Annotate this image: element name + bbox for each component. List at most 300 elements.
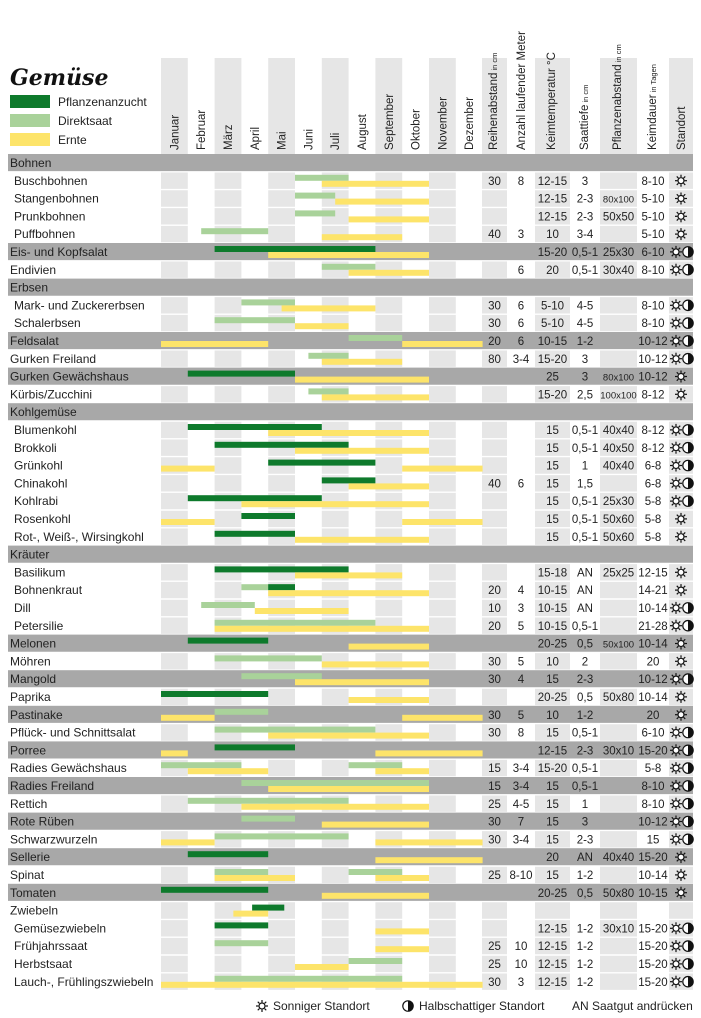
row-value-6: 8-12 <box>641 425 665 437</box>
row-value-1: 25 <box>488 870 501 882</box>
row-value-2: 5 <box>517 709 525 722</box>
row-value-1: 30 <box>488 318 501 331</box>
bar-ernte <box>349 644 429 650</box>
row-value-6: 10-12 <box>638 353 668 366</box>
row-value-5: 50x60 <box>602 531 635 544</box>
sun-core <box>673 801 679 807</box>
bar-ernte <box>268 786 429 792</box>
row-value-1: 30 <box>488 709 501 722</box>
sun-core <box>673 498 679 504</box>
row-name: Möhren <box>10 654 51 669</box>
row-value-6: 15-20 <box>638 959 668 971</box>
row-value-1: 15 <box>488 763 501 776</box>
sun-icon <box>670 976 682 988</box>
row-value-1: 40 <box>488 478 501 491</box>
row-value-3: 15 <box>546 425 559 437</box>
row-value-1: 30 <box>488 175 501 188</box>
sun-core <box>678 196 684 202</box>
row-value-3: 12-15 <box>537 941 568 954</box>
sun-icon <box>670 477 682 489</box>
row-value-1: 20 <box>488 585 501 598</box>
row-value-3: 12-15 <box>537 193 568 206</box>
row-value-3: 15 <box>546 816 559 829</box>
sun-icon <box>675 175 687 187</box>
legend-swatch-direkt <box>10 114 50 127</box>
legend-swatch-ernte <box>10 133 50 146</box>
row-value-4: 1 <box>581 798 589 811</box>
table-row <box>8 726 693 742</box>
column-header-7 <box>676 106 688 150</box>
row-value-4: 4-5 <box>576 318 594 331</box>
legend-label-anzucht: Pflanzenanzucht <box>58 95 147 109</box>
row-value-3: 12-15 <box>537 745 568 758</box>
half-shade-icon <box>683 799 693 809</box>
row-value-6: 10-14 <box>638 603 668 615</box>
row-value-1: 25 <box>488 941 501 954</box>
sun-ray <box>258 1009 260 1011</box>
row-value-3: 10-15 <box>537 336 568 348</box>
row-value-3: 15-18 <box>537 567 568 580</box>
row-value-6: 5-8 <box>644 531 662 544</box>
table-row <box>8 957 693 973</box>
sun-core <box>673 961 679 967</box>
row-value-1: 30 <box>488 816 501 829</box>
row-name: Bohnenkraut <box>14 583 83 598</box>
bar-ernte <box>375 875 429 881</box>
table-row <box>8 441 693 457</box>
row-name: Mangold <box>10 672 57 687</box>
bar-ernte <box>335 199 429 205</box>
row-value-3: 15 <box>546 781 559 793</box>
table-row <box>8 154 693 172</box>
row-value-2: 8 <box>517 175 525 188</box>
row-name: Kürbis/Zucchini <box>10 387 93 402</box>
sun-core <box>673 783 679 789</box>
bar-ernte <box>268 430 429 436</box>
half-shade-icon <box>683 478 693 488</box>
half-shade-icon <box>683 460 693 470</box>
column-header-label: Keimdauer <box>647 94 659 150</box>
sun-core <box>673 249 679 255</box>
bar-direkt <box>322 264 376 270</box>
row-value-4: 1-2 <box>576 976 594 989</box>
row-value-6: 5-8 <box>644 763 662 776</box>
row-value-6: 10-12 <box>638 371 668 384</box>
bar-anzucht <box>215 246 376 252</box>
row-value-4: 0,5-1 <box>571 763 599 776</box>
sun-core <box>673 943 679 949</box>
bar-ernte <box>375 839 482 845</box>
bar-direkt <box>349 869 403 875</box>
bar-direkt <box>215 655 322 661</box>
bar-direkt <box>241 780 429 786</box>
row-value-1: 30 <box>488 727 501 740</box>
row-value-1: 30 <box>488 656 501 669</box>
sun-icon <box>670 922 682 934</box>
row-value-4: 2-3 <box>576 834 594 847</box>
sun-icon <box>670 816 682 828</box>
half-shade-icon <box>683 781 693 791</box>
sun-icon <box>675 566 687 578</box>
row-value-3: 12-15 <box>537 175 568 188</box>
row-value-4: 3 <box>581 371 589 384</box>
row-value-3: 5-10 <box>540 318 565 331</box>
sun-core <box>678 391 684 397</box>
row-value-6: 5-8 <box>644 514 662 526</box>
row-value-6: 5-8 <box>644 496 662 509</box>
row-value-6: 15-20 <box>638 852 668 865</box>
table-row <box>8 403 693 421</box>
table-row <box>8 174 693 190</box>
sun-core <box>678 516 684 522</box>
row-name: Mark- und Zuckererbsen <box>14 298 145 313</box>
row-value-1: 20 <box>488 336 501 348</box>
sun-core <box>673 480 679 486</box>
bar-ernte <box>295 964 349 970</box>
row-name: Stangenbohnen <box>14 191 99 206</box>
column-header-label: Pflanzenabstand <box>612 64 624 150</box>
row-value-6: 15-20 <box>638 976 668 989</box>
row-value-3: 25 <box>546 371 559 384</box>
table-row <box>8 601 693 617</box>
table-row <box>8 904 693 920</box>
row-value-6: 20 <box>646 709 660 722</box>
row-value-3: 15-20 <box>537 353 568 366</box>
sun-core <box>678 534 684 540</box>
row-value-6: 6-8 <box>644 460 662 473</box>
sun-icon <box>670 442 682 454</box>
column-header-5 <box>612 44 624 150</box>
row-value-2: 10 <box>514 941 528 954</box>
bar-direkt <box>308 388 348 394</box>
bar-ernte <box>349 697 429 703</box>
bar-direkt <box>215 709 269 715</box>
sun-core <box>673 302 679 308</box>
row-value-5: 50x80 <box>602 692 635 704</box>
row-name: Chinakohl <box>14 476 68 491</box>
bar-ernte <box>349 483 429 489</box>
row-value-6: 8-12 <box>641 442 665 455</box>
bar-ernte <box>268 252 429 258</box>
table-row <box>8 494 693 510</box>
row-value-3: 15 <box>546 870 559 882</box>
half-shade-icon <box>683 727 693 737</box>
bar-ernte <box>322 234 402 240</box>
row-value-4: AN <box>577 852 593 865</box>
row-value-6: 12-15 <box>638 567 668 580</box>
row-value-2: 6 <box>517 264 525 277</box>
bar-ernte <box>295 377 429 383</box>
row-value-5: 30x40 <box>602 264 635 277</box>
footnote-1: Sonniger Standort <box>273 999 370 1013</box>
bar-anzucht <box>188 638 268 644</box>
row-value-4: 2 <box>581 656 589 669</box>
column-header-label: Keimtemperatur °C <box>546 52 558 150</box>
sun-icon <box>675 584 687 596</box>
table-row <box>8 777 693 795</box>
row-value-4: 0,5-1 <box>571 514 599 526</box>
bar-ernte <box>161 519 215 525</box>
sun-icon <box>675 228 687 240</box>
row-value-4: 3 <box>581 175 589 188</box>
bar-anzucht <box>188 371 295 377</box>
row-value-2: 3 <box>517 603 525 615</box>
bar-anzucht <box>215 744 295 750</box>
row-value-2: 6 <box>517 300 525 313</box>
bar-ernte <box>241 804 429 810</box>
sun-icon <box>670 673 682 685</box>
bar-ernte <box>233 911 268 917</box>
sun-core <box>673 979 679 985</box>
row-value-3: 15-20 <box>537 763 568 776</box>
bar-direkt <box>241 299 295 305</box>
row-name: Porree <box>10 743 47 758</box>
row-value-3: 20-25 <box>537 638 568 651</box>
row-value-4: 3 <box>581 816 589 829</box>
bar-ernte <box>282 305 376 311</box>
sun-icon <box>670 299 682 311</box>
row-name: Gurken Freiland <box>10 351 97 366</box>
row-value-6: 6-8 <box>644 478 662 491</box>
row-value-3: 20-25 <box>537 887 568 900</box>
bar-direkt <box>241 816 295 822</box>
row-value-2: 3-4 <box>512 834 530 847</box>
table-row <box>8 635 693 653</box>
sun-icon <box>675 513 687 525</box>
sun-core <box>673 338 679 344</box>
row-value-1: 40 <box>488 229 501 242</box>
half-shade-icon <box>683 674 693 684</box>
row-value-4: 0,5 <box>577 692 593 704</box>
bar-ernte <box>375 857 482 863</box>
row-value-4: AN <box>577 567 593 580</box>
row-name: Blumenkohl <box>14 423 77 437</box>
half-shade-icon <box>683 354 693 364</box>
column-header-label: Saattiefe <box>579 104 591 150</box>
row-name: Spinat <box>10 868 45 882</box>
bar-ernte <box>375 750 482 756</box>
table-row <box>8 939 693 955</box>
row-value-5: 30x10 <box>602 923 635 936</box>
bar-ernte <box>255 608 349 614</box>
table-row <box>8 868 693 884</box>
row-name: Tomaten <box>10 885 57 900</box>
bar-anzucht <box>188 424 322 430</box>
row-value-3: 15-20 <box>537 247 568 259</box>
bar-ernte <box>322 661 429 667</box>
row-value-4: 1-2 <box>576 923 594 936</box>
row-value-3: 12-15 <box>537 211 568 224</box>
row-value-3: 12-15 <box>537 959 568 971</box>
bar-ernte <box>161 715 215 721</box>
bar-direkt <box>215 869 269 875</box>
row-value-3: 10 <box>546 229 559 242</box>
sun-icon <box>670 335 682 347</box>
bar-direkt <box>161 762 241 768</box>
sun-icon <box>670 940 682 952</box>
row-value-3: 20 <box>546 264 559 277</box>
bar-anzucht <box>188 495 322 501</box>
row-value-5: 80x100 <box>602 194 635 206</box>
row-value-4: 0,5-1 <box>571 620 599 633</box>
table-row <box>8 813 693 831</box>
sun-core <box>678 569 684 575</box>
column-header-unit: in cm <box>581 84 590 105</box>
row-name: Feldsalat <box>10 334 59 348</box>
bar-ernte <box>375 928 429 934</box>
row-value-5: 50x60 <box>602 514 635 526</box>
bar-anzucht <box>268 584 295 590</box>
row-value-6: 5-10 <box>641 193 665 206</box>
sun-core <box>678 178 684 184</box>
sun-core <box>673 730 679 736</box>
row-value-5: 80x100 <box>602 372 635 384</box>
sun-core <box>678 854 684 860</box>
row-value-3: 20-25 <box>537 692 568 704</box>
sun-icon <box>670 353 682 365</box>
bar-ernte <box>161 341 268 347</box>
bar-ernte <box>349 216 429 222</box>
bar-ernte <box>375 768 429 774</box>
row-name: Bohnen <box>10 156 52 170</box>
row-value-3: 15 <box>546 442 559 455</box>
row-value-1: 30 <box>488 674 501 687</box>
row-value-4: 0,5-1 <box>571 531 599 544</box>
row-value-2: 3 <box>517 976 525 989</box>
sun-core <box>673 445 679 451</box>
sun-core <box>673 605 679 611</box>
half-shade-icon <box>683 745 693 755</box>
bar-direkt <box>295 175 349 181</box>
table-row <box>8 423 693 439</box>
sun-core <box>673 267 679 273</box>
table-row <box>8 263 693 279</box>
row-value-6: 10-12 <box>638 674 668 687</box>
month-header-7: Juli <box>330 132 343 150</box>
row-value-5: 40x50 <box>602 442 635 455</box>
row-value-4: 1-2 <box>576 709 594 722</box>
row-name: Gemüsezwiebeln <box>14 921 107 936</box>
bar-direkt <box>295 193 335 199</box>
row-name: Grünkohl <box>14 458 63 473</box>
half-shade-icon <box>683 265 693 275</box>
bar-direkt <box>215 727 376 733</box>
chart-title: Gemüse <box>10 65 109 91</box>
month-header-10: Oktober <box>410 109 423 150</box>
bar-direkt <box>215 976 403 982</box>
month-header-12: Dezember <box>464 96 477 150</box>
bar-anzucht <box>215 566 349 572</box>
row-name: Herbstsaat <box>14 957 73 971</box>
sun-ray <box>258 1002 260 1004</box>
sun-core <box>673 765 679 771</box>
table-row <box>8 741 693 759</box>
table-row <box>8 368 693 386</box>
bar-ernte <box>295 448 429 454</box>
bar-ernte <box>295 537 429 543</box>
month-header-3: März <box>223 124 235 150</box>
row-name: Gurken Gewächshaus <box>10 369 129 384</box>
bar-anzucht <box>215 442 349 448</box>
bar-anzucht <box>215 922 269 928</box>
sun-icon <box>670 780 682 792</box>
row-value-3: 10 <box>546 656 559 669</box>
sun-icon <box>675 531 687 543</box>
group-row-background <box>8 403 693 421</box>
sun-icon <box>675 371 687 383</box>
row-value-4: 2,5 <box>577 389 593 402</box>
row-name: Paprika <box>10 690 51 704</box>
row-name: Endivien <box>10 262 57 277</box>
table-row <box>8 243 693 261</box>
half-shade-icon <box>683 300 693 310</box>
month-header-5: Mai <box>276 131 289 150</box>
row-value-5: 50x80 <box>602 887 635 900</box>
sun-icon <box>670 762 682 774</box>
row-name: Brokkoli <box>14 440 57 455</box>
table-row <box>8 706 693 724</box>
row-value-6: 14-21 <box>638 585 668 598</box>
half-shade-icon <box>683 816 693 826</box>
sun-core <box>678 694 684 700</box>
row-value-6: 8-10 <box>641 175 665 188</box>
footnote-2: Halbschattiger Standort <box>419 999 545 1013</box>
half-shade-icon <box>683 336 693 346</box>
bar-anzucht <box>161 887 268 893</box>
row-value-2: 5 <box>517 620 525 633</box>
column-header-label: Reihenabstand <box>488 72 500 150</box>
bar-anzucht <box>268 460 375 466</box>
row-value-1: 30 <box>488 300 501 313</box>
row-value-4: 2-3 <box>576 745 594 758</box>
row-value-3: 10-15 <box>537 585 568 598</box>
row-name: Basilikum <box>14 565 66 580</box>
sun-core <box>678 231 684 237</box>
row-value-6: 5-10 <box>641 229 665 242</box>
row-value-6: 8-10 <box>641 318 665 331</box>
bar-direkt <box>295 210 335 216</box>
row-value-6: 21-28 <box>638 620 668 633</box>
row-value-4: 1-2 <box>576 870 594 882</box>
table-row <box>8 654 693 670</box>
row-value-4: 2-3 <box>576 193 594 206</box>
column-header-4 <box>579 85 591 150</box>
sun-icon <box>670 424 682 436</box>
half-shade-icon <box>683 977 693 987</box>
sun-icon <box>670 495 682 507</box>
row-value-4: 0,5 <box>577 638 593 651</box>
column-header-label: Standort <box>676 106 688 150</box>
sun-icon <box>670 246 682 258</box>
sun-core <box>673 427 679 433</box>
sun-icon <box>675 388 687 400</box>
row-value-4: 3-4 <box>576 229 594 242</box>
half-shade-icon <box>683 923 693 933</box>
column-header-1 <box>488 53 500 150</box>
table-row <box>8 192 693 208</box>
table-row <box>8 921 693 937</box>
bar-ernte <box>295 679 429 685</box>
row-value-2: 4 <box>517 674 525 687</box>
sun-core <box>678 890 684 896</box>
bar-direkt <box>188 798 349 804</box>
sun-icon <box>670 727 682 739</box>
sun-icon <box>675 210 687 222</box>
row-value-3: 15 <box>546 834 559 847</box>
sun-icon <box>670 744 682 756</box>
row-value-4: 2-3 <box>576 674 594 687</box>
row-value-4: 0,5-1 <box>571 425 599 437</box>
